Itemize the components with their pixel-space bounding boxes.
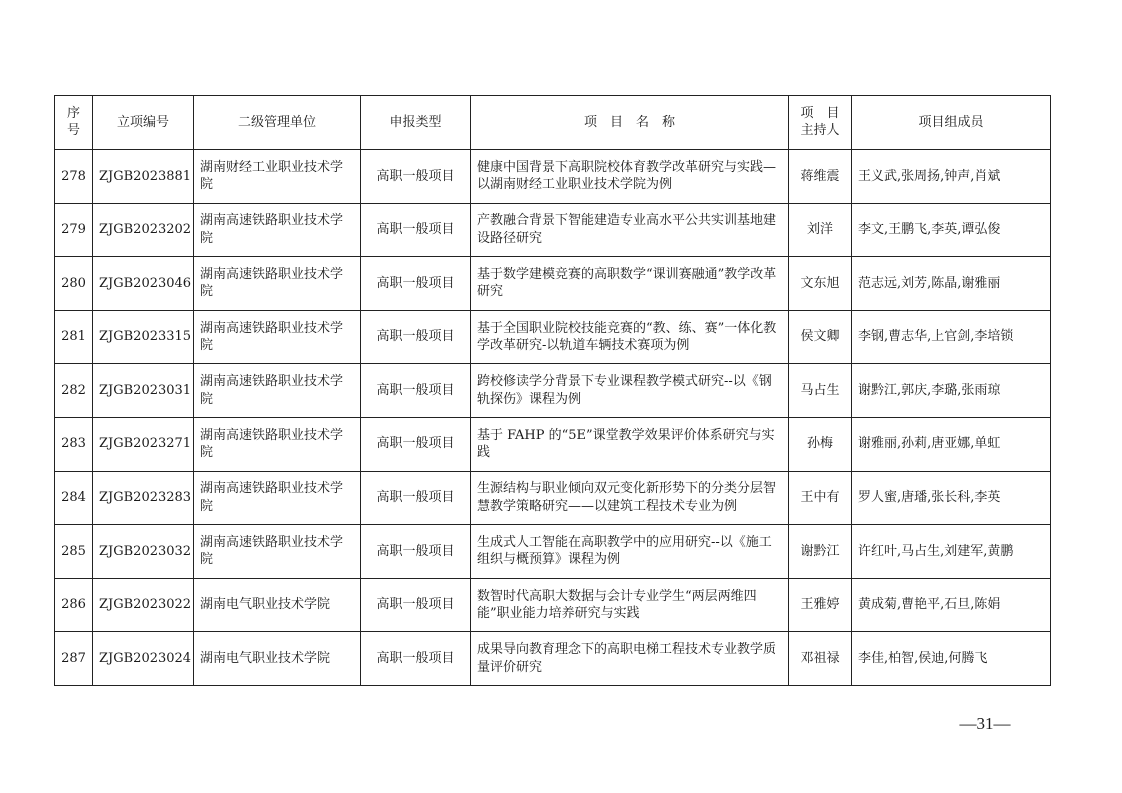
table-row [55, 578, 1051, 632]
table-row [55, 364, 1051, 418]
cell-type: 高职一般项目 [361, 417, 471, 471]
header-seq [55, 96, 93, 150]
cell-code: ZJGB2023271 [93, 417, 194, 471]
cell-host: 孙梅 [789, 417, 852, 471]
cell-name: 基于全国职业院校技能竞赛的“教、练、赛”一体化教学改革研究-以轨道车辆技术赛项为例 [471, 310, 789, 364]
cell-host: 王中有 [789, 471, 852, 525]
cell-name: 基于 FAHP 的“5E”课堂教学效果评价体系研究与实践 [471, 417, 789, 471]
cell-type: 高职一般项目 [361, 150, 471, 204]
table-row [55, 525, 1051, 579]
cell-code: ZJGB2023046 [93, 257, 194, 311]
cell-host: 侯文卿 [789, 310, 852, 364]
cell-code: ZJGB2023031 [93, 364, 194, 418]
header-type: 申报类型 [361, 96, 471, 150]
header-host [789, 96, 852, 150]
cell-name: 跨校修读学分背景下专业课程教学模式研究--以《钢轨探伤》课程为例 [471, 364, 789, 418]
header-name: 项 目 名 称 [471, 96, 789, 150]
header-code: 立项编号 [93, 96, 194, 150]
cell-unit: 湖南高速铁路职业技术学院 [194, 364, 361, 418]
cell-name: 生源结构与职业倾向双元变化新形势下的分类分层智慧教学策略研究——以建筑工程技术专业为例 [471, 471, 789, 525]
cell-name: 产教融合背景下智能建造专业高水平公共实训基地建设路径研究 [471, 203, 789, 257]
cell-name: 数智时代高职大数据与会计专业学生“两层两维四能”职业能力培养研究与实践 [471, 578, 789, 632]
cell-name: 生成式人工智能在高职教学中的应用研究--以《施工组织与概预算》课程为例 [471, 525, 789, 579]
cell-unit: 湖南电气职业技术学院 [194, 632, 361, 686]
cell-type: 高职一般项目 [361, 578, 471, 632]
header-host-line1: 项 目 [800, 106, 840, 122]
header-unit: 二级管理单位 [194, 96, 361, 150]
cell-type: 高职一般项目 [361, 310, 471, 364]
cell-unit: 湖南高速铁路职业技术学院 [194, 203, 361, 257]
cell-unit: 湖南高速铁路职业技术学院 [194, 471, 361, 525]
cell-members: 黄成菊,曹艳平,石旦,陈娟 [852, 578, 1051, 632]
cell-code: ZJGB2023315 [93, 310, 194, 364]
cell-unit: 湖南高速铁路职业技术学院 [194, 310, 361, 364]
cell-unit: 湖南电气职业技术学院 [194, 578, 361, 632]
cell-type: 高职一般项目 [361, 257, 471, 311]
cell-members: 谢雅丽,孙莉,唐亚娜,单虹 [852, 417, 1051, 471]
cell-name: 成果导向教育理念下的高职电梯工程技术专业教学质量评价研究 [471, 632, 789, 686]
table-row [55, 150, 1051, 204]
cell-type: 高职一般项目 [361, 471, 471, 525]
cell-code: ZJGB2023202 [93, 203, 194, 257]
cell-code: ZJGB2023024 [93, 632, 194, 686]
cell-host: 马占生 [789, 364, 852, 418]
cell-members: 范志远,刘芳,陈晶,谢雅丽 [852, 257, 1051, 311]
cell-members: 李佳,柏智,侯迪,何腾飞 [852, 632, 1051, 686]
cell-name: 基于数学建模竞赛的高职数学“课训赛融通”教学改革研究 [471, 257, 789, 311]
cell-host: 谢黔江 [789, 525, 852, 579]
cell-type: 高职一般项目 [361, 364, 471, 418]
table-row [55, 417, 1051, 471]
cell-code: ZJGB2023022 [93, 578, 194, 632]
cell-code: ZJGB2023881 [93, 150, 194, 204]
cell-host: 邓祖禄 [789, 632, 852, 686]
header-seq-line1: 序 [66, 106, 80, 122]
table-row [55, 257, 1051, 311]
cell-host: 文东旭 [789, 257, 852, 311]
cell-members: 谢黔江,郭庆,李璐,张雨琼 [852, 364, 1051, 418]
cell-seq: 283 [55, 417, 93, 471]
cell-seq: 279 [55, 203, 93, 257]
cell-unit: 湖南财经工业职业技术学院 [194, 150, 361, 204]
cell-members: 许红叶,马占生,刘建军,黄鹏 [852, 525, 1051, 579]
cell-unit: 湖南高速铁路职业技术学院 [194, 417, 361, 471]
cell-type: 高职一般项目 [361, 525, 471, 579]
cell-members: 李文,王鹏飞,李英,谭弘俊 [852, 203, 1051, 257]
cell-seq: 287 [55, 632, 93, 686]
cell-name: 健康中国背景下高职院校体育教学改革研究与实践—以湖南财经工业职业技术学院为例 [471, 150, 789, 204]
cell-unit: 湖南高速铁路职业技术学院 [194, 525, 361, 579]
cell-type: 高职一般项目 [361, 632, 471, 686]
table-row [55, 471, 1051, 525]
cell-members: 罗人蜜,唐璠,张长科,李英 [852, 471, 1051, 525]
project-table [54, 95, 1051, 686]
cell-code: ZJGB2023283 [93, 471, 194, 525]
table-row [55, 632, 1051, 686]
cell-seq: 282 [55, 364, 93, 418]
table-header-row [55, 96, 1051, 150]
cell-members: 李钢,曹志华,上官剑,李培锁 [852, 310, 1051, 364]
table-row [55, 203, 1051, 257]
cell-members: 王义武,张周扬,钟声,肖斌 [852, 150, 1051, 204]
cell-seq: 280 [55, 257, 93, 311]
table-row [55, 310, 1051, 364]
header-seq-line2: 号 [66, 122, 80, 138]
cell-host: 蒋维震 [789, 150, 852, 204]
cell-unit: 湖南高速铁路职业技术学院 [194, 257, 361, 311]
header-members: 项目组成员 [852, 96, 1051, 150]
cell-seq: 278 [55, 150, 93, 204]
header-host-line2: 主持人 [800, 122, 840, 138]
cell-code: ZJGB2023032 [93, 525, 194, 579]
cell-seq: 286 [55, 578, 93, 632]
page-number: —31— [959, 714, 1011, 733]
cell-type: 高职一般项目 [361, 203, 471, 257]
cell-seq: 285 [55, 525, 93, 579]
cell-host: 王雅婷 [789, 578, 852, 632]
cell-host: 刘洋 [789, 203, 852, 257]
cell-seq: 284 [55, 471, 93, 525]
cell-seq: 281 [55, 310, 93, 364]
